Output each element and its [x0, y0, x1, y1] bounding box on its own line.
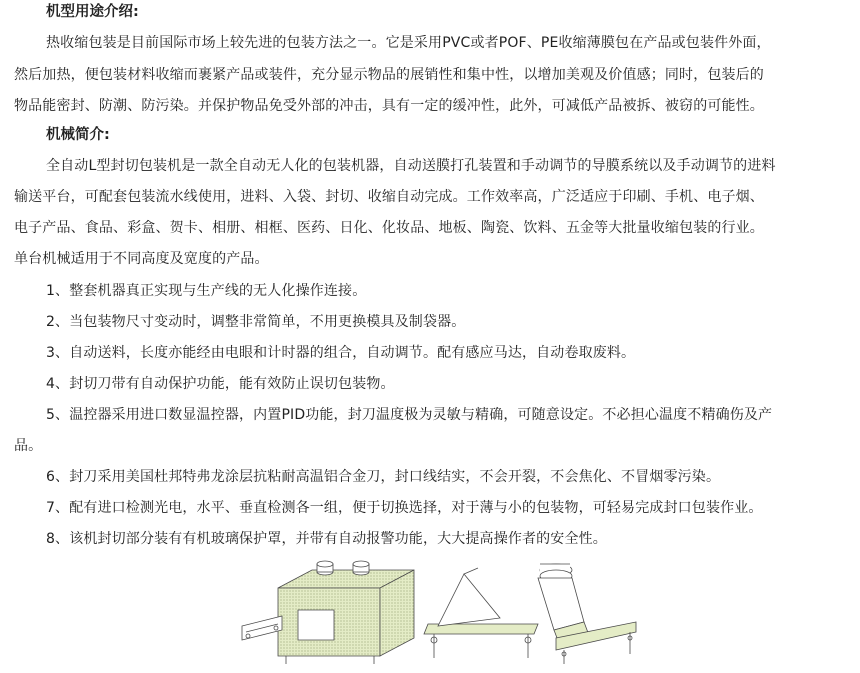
feature-item: 3、自动送料，长度亦能经由电眼和计时器的组合，自动调节。配有感应马达，自动卷取废料。 [46, 345, 636, 361]
feature-item: 6、封刀采用美国杜邦特弗龙涂层抗粘耐高温铝合金刀，封口线结实，不会开裂，不会焦化、不冒烟零污染。 [46, 469, 721, 485]
section-title-usage: 机型用途介绍: [46, 4, 139, 20]
feature-item: 8、该机封切部分装有有机玻璃保护罩，并带有自动报警功能，大大提高操作者的安全性。 [46, 531, 607, 547]
feature-item: 4、封切刀带有自动保护功能，能有效防止误切包装物。 [46, 376, 395, 392]
feature-item: 7、配有进口检测光电，水平、垂直检测各一组，便于切换选择，对于薄与小的包装物，可轻易完成封口包装作业。 [46, 500, 763, 516]
intro-paragraph-line: 单台机械适用于不同高度及宽度的产品。 [14, 251, 269, 267]
usage-paragraph-line: 热收缩包装是目前国际市场上较先进的包装方法之一。它是采用PVC或者POF、PE收缩薄膜包在产品或包装件外面， [46, 35, 771, 51]
feature-item-continuation: 品。 [14, 438, 43, 454]
usage-paragraph-line: 物品能密封、防潮、防污染。并保护物品免受外部的冲击，具有一定的缓冲性，此外，可减低产品被拆、被窃的可能性。 [14, 98, 764, 114]
feature-item: 1、整套机器真正实现与生产线的无人化操作连接。 [46, 283, 367, 299]
feature-item: 2、当包装物尺寸变动时，调整非常简单，不用更换模具及制袋器。 [46, 314, 466, 330]
intro-paragraph-line: 电子产品、食品、彩盒、贺卡、相册、相框、医药、日化、化妆品、地板、陶瓷、饮料、五金等大批量收缩包装的行业。 [14, 220, 764, 236]
feature-item: 5、温控器采用进口数显温控器，内置PID功能，封刀温度极为灵敏与精确，可随意设定。不必担心温度不精确伤及产 [46, 407, 773, 423]
usage-paragraph-line: 然后加热，便包装材料收缩而裹紧产品或装件，充分显示物品的展销性和集中性，以增加美观及价值感；同时，包装后的 [14, 67, 764, 83]
intro-paragraph-line: 全自动L型封切包装机是一款全自动无人化的包装机器，自动送膜打孔装置和手动调节的导膜系统以及手动调节的进料 [46, 158, 776, 174]
section-title-machine-intro: 机械简介: [46, 127, 110, 143]
film-sealer-drawing [424, 564, 636, 664]
intro-paragraph-line: 输送平台，可配套包装流水线使用，进料、入袋、封切、收缩自动完成。工作效率高，广泛适应于印刷、手机、电子烟、 [14, 189, 764, 205]
shrink-tunnel-drawing [242, 561, 414, 664]
machine-illustration [238, 560, 640, 668]
